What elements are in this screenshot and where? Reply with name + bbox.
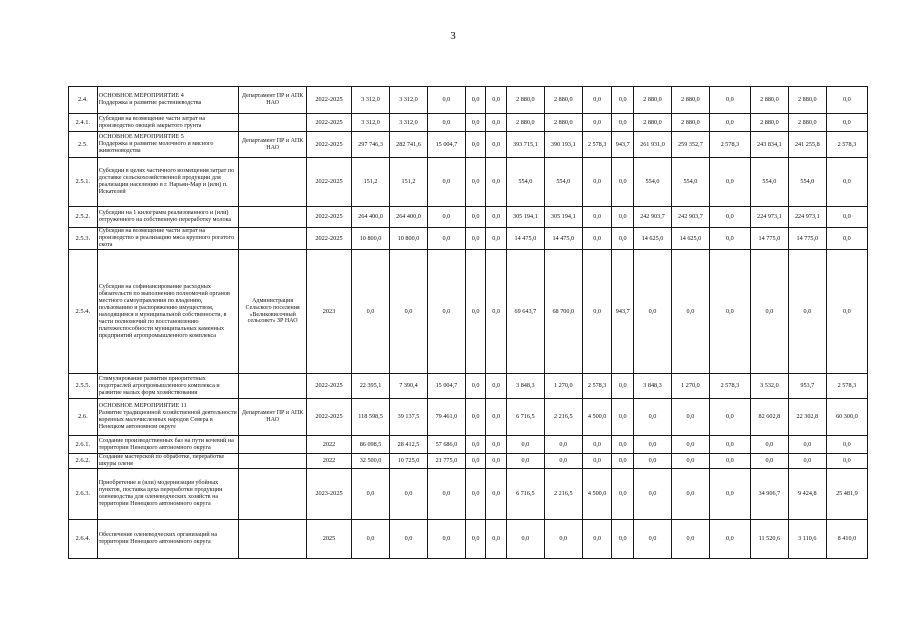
value-cell: 79 461,0	[427, 399, 465, 436]
row-name	[97, 114, 239, 132]
row-name-line: ОСНОВНОЕ МЕРОПРИЯТИЕ 5	[98, 134, 184, 140]
value-cell: 0,0	[390, 250, 428, 374]
value-cell: 3 312,0	[352, 114, 390, 132]
value-cell: 3 110,6	[788, 520, 826, 559]
value-cell: 0,0	[826, 87, 867, 114]
row-name	[97, 158, 239, 207]
value-cell: 4 500,0	[582, 399, 612, 436]
value-cell: 0,0	[486, 132, 507, 158]
row-name-line: Обеспечение оленеводческих организаций на территории Ненецкого автономного округа	[98, 532, 218, 545]
value-cell: 2 880,0	[634, 87, 672, 114]
value-cell: 2 880,0	[544, 87, 582, 114]
value-cell: 118 598,5	[352, 399, 390, 436]
row-name	[97, 250, 239, 374]
value-cell: 10 800,0	[390, 228, 428, 250]
row-code: 2.6.4.	[69, 520, 98, 559]
row-name-line: Субсидии в целях частичного возмещения затрат по доставке сельскохозяйственной продукции для реализации населению в г. Нарьян-Мар и (или) п. Искателей	[98, 168, 235, 195]
row-executor: Администрация Сельского поселения «Великовисочный сельсовет» ЗР НАО	[239, 250, 307, 374]
value-cell: 0,0	[427, 114, 465, 132]
value-cell: 554,0	[506, 158, 544, 207]
value-cell: 0,0	[709, 228, 750, 250]
row-name-line: Субсидия на софинансирование расходных обязательств по выполнению полномочий органов местного самоуправления по владению, пользованию и распоряжению имуществом, находящимся в муниципальной собственности, в части полномочий по восстановлению платежеспособности муниципальных каменных предприятий агропромышленного комплекса	[98, 283, 230, 339]
value-cell: 2 216,5	[544, 399, 582, 436]
row-executor	[239, 436, 307, 454]
row-name-line: Субсидия на возмещение части затрат на производство овощей закрытого грунта	[98, 115, 206, 129]
value-cell: 0,0	[709, 436, 750, 454]
row-name-line: Субсидия на возмещение части затрат на производство и реализацию мяса крупного рогатого скота	[98, 228, 234, 248]
table-row	[69, 87, 868, 114]
row-code: 2.5.1.	[69, 158, 98, 207]
row-name	[97, 207, 239, 228]
value-cell: 0,0	[582, 228, 612, 250]
value-cell: 282 741,6	[390, 132, 428, 158]
value-cell: 0,0	[582, 158, 612, 207]
value-cell: 554,0	[544, 158, 582, 207]
row-period: 2022-2025	[306, 374, 351, 399]
value-cell: 0,0	[709, 250, 750, 374]
value-cell: 242 903,7	[671, 207, 709, 228]
table-row	[69, 207, 868, 228]
value-cell: 2 578,3	[582, 132, 612, 158]
value-cell: 0,0	[486, 454, 507, 469]
value-cell: 0,0	[612, 207, 634, 228]
value-cell: 0,0	[582, 87, 612, 114]
value-cell: 0,0	[486, 436, 507, 454]
value-cell: 0,0	[427, 250, 465, 374]
table-row	[69, 469, 868, 520]
value-cell: 554,0	[634, 158, 672, 207]
value-cell: 0,0	[486, 207, 507, 228]
value-cell: 0,0	[826, 228, 867, 250]
table-row	[69, 454, 868, 469]
value-cell: 0,0	[788, 436, 826, 454]
value-cell: 2 880,0	[506, 87, 544, 114]
value-cell: 2 578,3	[582, 374, 612, 399]
value-cell: 0,0	[709, 520, 750, 559]
value-cell: 0,0	[582, 250, 612, 374]
value-cell: 0,0	[826, 158, 867, 207]
row-code: 2.5.5.	[69, 374, 98, 399]
value-cell: 0,0	[465, 114, 486, 132]
row-period: 2022-2025	[306, 228, 351, 250]
value-cell: 3 848,3	[634, 374, 672, 399]
value-cell: 32 500,0	[352, 454, 390, 469]
value-cell: 0,0	[612, 87, 634, 114]
row-code: 2.4.1.	[69, 114, 98, 132]
row-executor: Департамент ПР и АПК НАО	[239, 399, 307, 436]
value-cell: 0,0	[582, 436, 612, 454]
value-cell: 0,0	[582, 114, 612, 132]
row-period: 2022-2025	[306, 132, 351, 158]
value-cell: 305 194,1	[544, 207, 582, 228]
value-cell: 0,0	[634, 436, 672, 454]
value-cell: 0,0	[486, 520, 507, 559]
value-cell: 25 481,9	[826, 469, 867, 520]
row-name	[97, 399, 239, 436]
table-row	[69, 250, 868, 374]
value-cell: 0,0	[826, 454, 867, 469]
value-cell: 0,0	[612, 436, 634, 454]
value-cell: 0,0	[709, 87, 750, 114]
value-cell: 0,0	[465, 207, 486, 228]
value-cell: 3 312,0	[390, 114, 428, 132]
value-cell: 10 725,0	[390, 454, 428, 469]
value-cell: 0,0	[465, 454, 486, 469]
table-row	[69, 158, 868, 207]
value-cell: 15 004,7	[427, 374, 465, 399]
value-cell: 2 880,0	[544, 114, 582, 132]
value-cell: 0,0	[582, 454, 612, 469]
row-name-line: Поддержка и развитие молочного и мясного животноводства	[98, 141, 214, 154]
value-cell: 0,0	[506, 436, 544, 454]
value-cell: 0,0	[544, 454, 582, 469]
value-cell: 0,0	[544, 520, 582, 559]
value-cell: 6 716,5	[506, 469, 544, 520]
table-row	[69, 114, 868, 132]
value-cell: 305 194,1	[506, 207, 544, 228]
value-cell: 0,0	[612, 399, 634, 436]
row-period: 2022-2025	[306, 399, 351, 436]
row-name	[97, 454, 239, 469]
value-cell: 0,0	[486, 469, 507, 520]
table-row	[69, 132, 868, 158]
row-executor	[239, 374, 307, 399]
value-cell: 0,0	[486, 228, 507, 250]
value-cell: 21 775,0	[427, 454, 465, 469]
value-cell: 28 412,5	[390, 436, 428, 454]
value-cell: 82 602,8	[750, 399, 788, 436]
table-row	[69, 228, 868, 250]
row-name	[97, 228, 239, 250]
row-code: 2.5.	[69, 132, 98, 158]
row-period: 2022-2025	[306, 207, 351, 228]
value-cell: 953,7	[788, 374, 826, 399]
row-period: 2023	[306, 250, 351, 374]
row-code: 2.5.4.	[69, 250, 98, 374]
value-cell: 943,7	[612, 132, 634, 158]
value-cell: 0,0	[506, 520, 544, 559]
value-cell: 0,0	[750, 250, 788, 374]
row-name	[97, 374, 239, 399]
value-cell: 0,0	[427, 87, 465, 114]
value-cell: 3 848,3	[506, 374, 544, 399]
value-cell: 0,0	[486, 158, 507, 207]
value-cell: 554,0	[750, 158, 788, 207]
value-cell: 0,0	[465, 250, 486, 374]
value-cell: 0,0	[582, 207, 612, 228]
row-name-line: Развитие традиционной хозяйственной деятельности коренных малочисленных народов Севера в Ненецком автономном округе	[98, 410, 237, 430]
value-cell: 0,0	[788, 454, 826, 469]
value-cell: 224 973,1	[750, 207, 788, 228]
value-cell: 2 880,0	[788, 87, 826, 114]
value-cell: 0,0	[427, 158, 465, 207]
page-number: 3	[450, 30, 456, 42]
value-cell: 261 931,0	[634, 132, 672, 158]
row-name-line: Поддержка и развитие растениеводства	[98, 100, 202, 106]
value-cell: 0,0	[612, 228, 634, 250]
row-period: 2022	[306, 436, 351, 454]
value-cell: 0,0	[465, 374, 486, 399]
value-cell: 22 395,1	[352, 374, 390, 399]
value-cell: 0,0	[612, 114, 634, 132]
value-cell: 0,0	[750, 436, 788, 454]
value-cell: 0,0	[390, 469, 428, 520]
value-cell: 57 686,0	[427, 436, 465, 454]
value-cell: 2 578,3	[709, 132, 750, 158]
row-executor: Департамент ПР и АПК НАО	[239, 87, 307, 114]
table-row	[69, 520, 868, 559]
row-name-line: Субсидии на 1 килограмм реализованного и (или) отгруженного на собственную переработку молока	[98, 210, 232, 223]
value-cell: 0,0	[465, 132, 486, 158]
value-cell: 2 880,0	[788, 114, 826, 132]
row-code: 2.6.1.	[69, 436, 98, 454]
value-cell: 0,0	[709, 207, 750, 228]
value-cell: 14 775,0	[788, 228, 826, 250]
value-cell: 14 475,0	[544, 228, 582, 250]
row-code: 2.6.3.	[69, 469, 98, 520]
value-cell: 68 700,0	[544, 250, 582, 374]
table-row	[69, 399, 868, 436]
value-cell: 151,2	[352, 158, 390, 207]
value-cell: 2 880,0	[750, 87, 788, 114]
value-cell: 0,0	[634, 399, 672, 436]
value-cell: 0,0	[671, 436, 709, 454]
value-cell: 0,0	[709, 114, 750, 132]
value-cell: 9 424,8	[788, 469, 826, 520]
value-cell: 0,0	[465, 87, 486, 114]
row-executor	[239, 114, 307, 132]
row-name-line: Создание мастерской по обработке, переработке шкуры оленя	[98, 454, 225, 467]
value-cell: 393 715,1	[506, 132, 544, 158]
value-cell: 0,0	[671, 399, 709, 436]
value-cell: 4 500,0	[582, 469, 612, 520]
value-cell: 22 302,8	[788, 399, 826, 436]
value-cell: 15 004,7	[427, 132, 465, 158]
value-cell: 0,0	[352, 469, 390, 520]
value-cell: 14 475,0	[506, 228, 544, 250]
value-cell: 0,0	[486, 114, 507, 132]
value-cell: 0,0	[544, 436, 582, 454]
value-cell: 0,0	[612, 374, 634, 399]
value-cell: 0,0	[612, 454, 634, 469]
row-executor	[239, 207, 307, 228]
row-period: 2022-2025	[306, 87, 351, 114]
row-name	[97, 132, 239, 158]
row-code: 2.6.	[69, 399, 98, 436]
row-period: 2022	[306, 454, 351, 469]
value-cell: 0,0	[465, 158, 486, 207]
value-cell: 0,0	[709, 399, 750, 436]
value-cell: 943,7	[612, 250, 634, 374]
value-cell: 2 578,3	[826, 374, 867, 399]
value-cell: 2 880,0	[506, 114, 544, 132]
value-cell: 2 880,0	[671, 87, 709, 114]
row-name-line: ОСНОВНОЕ МЕРОПРИЯТИЕ 4	[98, 93, 184, 99]
value-cell: 0,0	[582, 520, 612, 559]
value-cell: 0,0	[634, 469, 672, 520]
value-cell: 0,0	[506, 454, 544, 469]
row-code: 2.6.2.	[69, 454, 98, 469]
table-row	[69, 374, 868, 399]
value-cell: 0,0	[612, 158, 634, 207]
value-cell: 0,0	[486, 250, 507, 374]
value-cell: 264 400,0	[352, 207, 390, 228]
row-code: 2.5.2.	[69, 207, 98, 228]
value-cell: 10 800,0	[352, 228, 390, 250]
row-name-line: Создание производственных баз на пути кочевий на территории Ненецкого автономного округа	[98, 437, 234, 451]
value-cell: 0,0	[826, 250, 867, 374]
value-cell: 60 300,0	[826, 399, 867, 436]
value-cell: 0,0	[709, 454, 750, 469]
value-cell: 39 137,5	[390, 399, 428, 436]
value-cell: 2 578,3	[709, 374, 750, 399]
value-cell: 34 906,7	[750, 469, 788, 520]
value-cell: 390 193,1	[544, 132, 582, 158]
value-cell: 0,0	[671, 469, 709, 520]
value-cell: 0,0	[750, 454, 788, 469]
budget-table	[68, 86, 868, 559]
row-name	[97, 436, 239, 454]
value-cell: 2 216,5	[544, 469, 582, 520]
value-cell: 7 390,4	[390, 374, 428, 399]
value-cell: 151,2	[390, 158, 428, 207]
value-cell: 2 880,0	[671, 114, 709, 132]
value-cell: 0,0	[465, 469, 486, 520]
row-period: 2022-2025	[306, 114, 351, 132]
value-cell: 0,0	[427, 228, 465, 250]
row-executor	[239, 228, 307, 250]
value-cell: 0,0	[826, 207, 867, 228]
value-cell: 2 880,0	[634, 114, 672, 132]
value-cell: 0,0	[634, 454, 672, 469]
value-cell: 0,0	[486, 87, 507, 114]
value-cell: 0,0	[788, 250, 826, 374]
value-cell: 243 834,1	[750, 132, 788, 158]
value-cell: 14 625,0	[634, 228, 672, 250]
value-cell: 0,0	[465, 399, 486, 436]
row-executor	[239, 454, 307, 469]
value-cell: 3 312,0	[390, 87, 428, 114]
value-cell: 0,0	[826, 436, 867, 454]
value-cell: 14 625,0	[671, 228, 709, 250]
value-cell: 6 716,5	[506, 399, 544, 436]
value-cell: 0,0	[671, 454, 709, 469]
value-cell: 224 973,1	[788, 207, 826, 228]
value-cell: 0,0	[352, 250, 390, 374]
row-code: 2.4.	[69, 87, 98, 114]
row-name-line: Приобретение и (или) модернизация убойных пунктов, поставка цеха переработки продукции оленеводства для оленеводческих хозяйств на территории Ненецкого автономного округа	[98, 480, 223, 507]
row-name	[97, 520, 239, 559]
value-cell: 0,0	[709, 158, 750, 207]
value-cell: 8 410,0	[826, 520, 867, 559]
value-cell: 0,0	[709, 469, 750, 520]
value-cell: 554,0	[788, 158, 826, 207]
value-cell: 0,0	[352, 520, 390, 559]
row-executor	[239, 520, 307, 559]
value-cell: 69 643,7	[506, 250, 544, 374]
value-cell: 3 532,0	[750, 374, 788, 399]
value-cell: 14 775,0	[750, 228, 788, 250]
row-name-line: Стимулирование развития приоритетных подотраслей агропромышленного комплекса и развитие малых форм хозяйствования	[98, 375, 220, 396]
value-cell: 11 520,6	[750, 520, 788, 559]
value-cell: 0,0	[465, 520, 486, 559]
value-cell: 0,0	[427, 207, 465, 228]
row-period: 2025	[306, 520, 351, 559]
row-executor	[239, 469, 307, 520]
value-cell: 0,0	[634, 520, 672, 559]
row-executor: Департамент ПР и АПК НАО	[239, 132, 307, 158]
value-cell: 1 270,0	[544, 374, 582, 399]
row-name	[97, 87, 239, 114]
value-cell: 3 312,0	[352, 87, 390, 114]
value-cell: 0,0	[427, 520, 465, 559]
value-cell: 86 098,5	[352, 436, 390, 454]
value-cell: 554,0	[671, 158, 709, 207]
value-cell: 0,0	[612, 469, 634, 520]
row-code: 2.5.3.	[69, 228, 98, 250]
row-name-line: ОСНОВНОЕ МЕРОПРИЯТИЕ 11	[98, 403, 187, 409]
value-cell: 297 746,3	[352, 132, 390, 158]
table-body	[69, 87, 868, 559]
value-cell: 0,0	[465, 436, 486, 454]
value-cell: 241 255,8	[788, 132, 826, 158]
value-cell: 0,0	[486, 374, 507, 399]
table-row	[69, 436, 868, 454]
value-cell: 0,0	[465, 228, 486, 250]
value-cell: 0,0	[390, 520, 428, 559]
value-cell: 0,0	[486, 399, 507, 436]
value-cell: 2 578,3	[826, 132, 867, 158]
value-cell: 1 270,0	[671, 374, 709, 399]
row-period: 2022-2025	[306, 158, 351, 207]
value-cell: 259 352,7	[671, 132, 709, 158]
value-cell: 2 880,0	[750, 114, 788, 132]
value-cell: 0,0	[427, 469, 465, 520]
value-cell: 242 903,7	[634, 207, 672, 228]
row-period: 2023-2025	[306, 469, 351, 520]
value-cell: 0,0	[671, 250, 709, 374]
value-cell: 0,0	[671, 520, 709, 559]
value-cell: 0,0	[634, 250, 672, 374]
value-cell: 0,0	[612, 520, 634, 559]
row-executor	[239, 158, 307, 207]
row-name	[97, 469, 239, 520]
value-cell: 0,0	[826, 114, 867, 132]
value-cell: 264 400,0	[390, 207, 428, 228]
